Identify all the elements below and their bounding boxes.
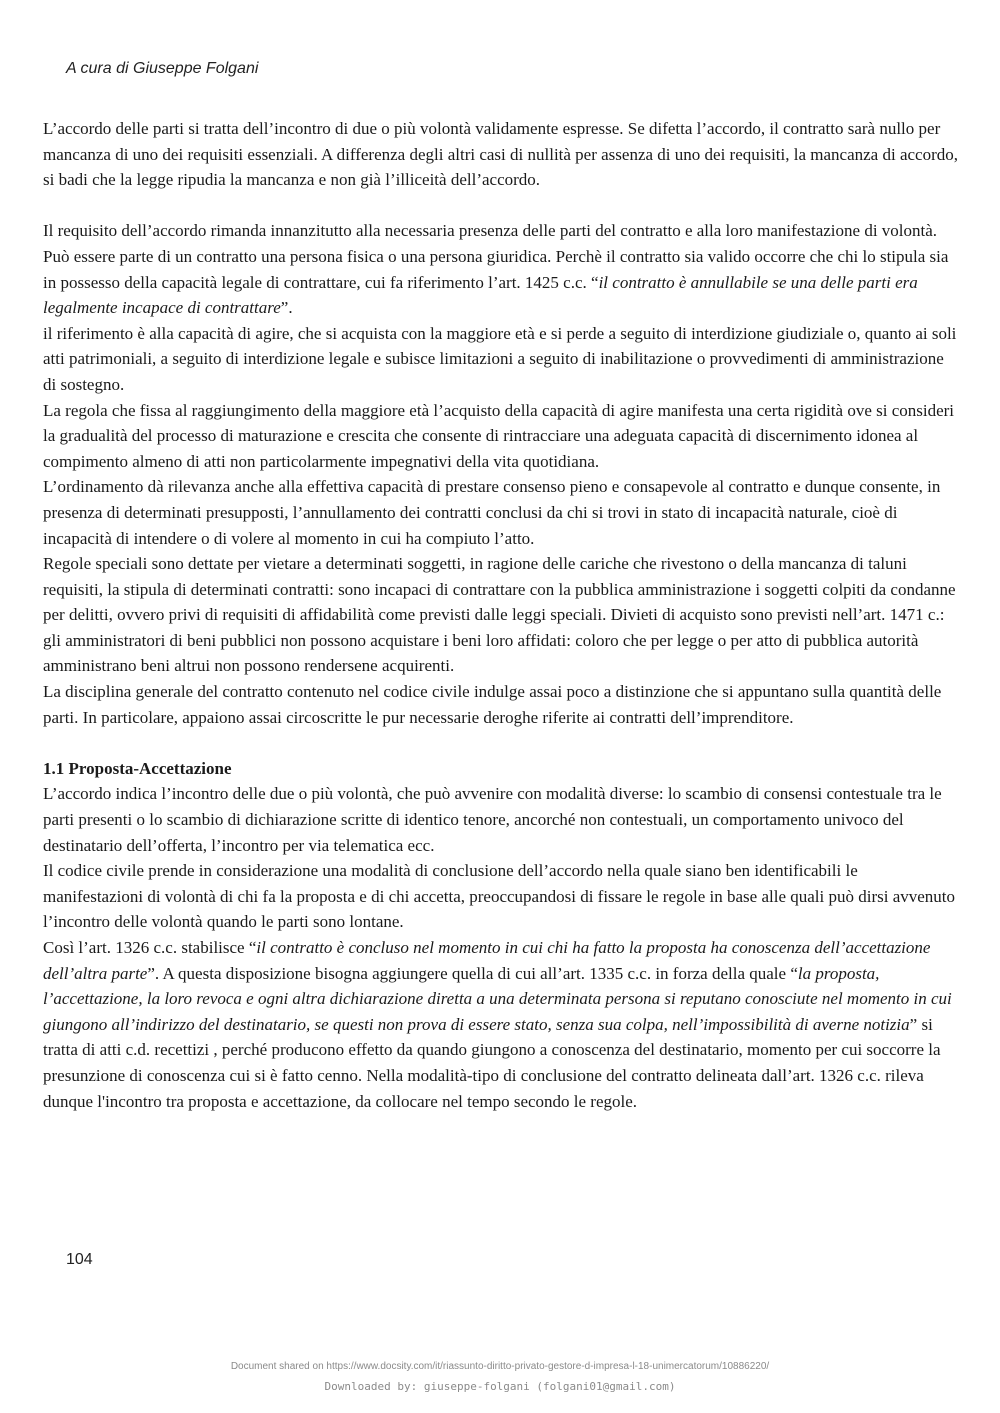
paragraph: Il codice civile prende in considerazione una modalità di conclusione dell’accordo nella quale siano ben identificabili le manifestazioni di volontà di chi fa la proposta e di chi accetta, preoccupandosi di fissare le regole in base alle quali può dirsi avvenuto l’incontro delle volontà quando le parti sono lontane. bbox=[43, 861, 956, 932]
quoted-law-text: il contratto è annullabile se una delle parti era legalmente incapace di contrattare bbox=[43, 272, 918, 318]
paragraph bbox=[43, 935, 958, 1114]
paragraph-text: ”. A questa disposizione bisogna aggiungere quella di cui all’art. 1335 c.c. in forza della quale “ bbox=[147, 963, 798, 983]
paragraph-text: ” si tratta di atti c.d. recettizi , perché producono effetto da quando giungono a conoscenza del destinatario, momento per cui soccorre la presunzione di conoscenza cui si è fatto cenno. Nella modalità-tipo di conclusione del contratto delineata dall’art. 1326 c.c. rileva dunque l'incontro tra proposta e accettazione, da collocare nel tempo secondo le regole. bbox=[43, 1014, 941, 1111]
paragraph: Regole speciali sono dettate per vietare a determinati soggetti, in ragione delle cariche che rivestono o della mancanza di taluni requisiti, la stipula di determinati contratti: sono incapaci di contrattare con la pubblica amministrazione i soggetti colpiti da condanne per delitti, ovvero privi di requisiti di affidabilità come previsti dalle leggi speciali. Divieti di acquisto sono previsti nell’art. 1471 c.: gli amministratori di beni pubblici non possono acquistare i beni loro affidati: coloro che per legge o per atto di pubblica autorità amministrano beni altrui non possono rendersene acquirenti. bbox=[43, 554, 956, 676]
paragraph bbox=[43, 218, 958, 320]
paragraph: L’ordinamento dà rilevanza anche alla effettiva capacità di prestare consenso pieno e consapevole al contratto e dunque consente, in presenza di determinati presupposti, l’annullamento dei contratti conclusi da chi si trovi in stato di incapacità naturale, cioè di incapacità di intendere o di volere al momento in cui ha compiuto l’atto. bbox=[43, 477, 941, 548]
paragraph-text: Il requisito dell’accordo rimanda innanzitutto alla necessaria presenza delle parti del contratto e alla loro manifestazione di volontà. Può essere parte di un contratto una persona fisica o una persona giuridica. Perchè il contratto sia valido occorre che chi lo stipula sia in possesso della capacità legale di contrattare, cui fa riferimento l’art. 1425 c.c. “ bbox=[43, 221, 949, 292]
paragraph: La disciplina generale del contratto contenuto nel codice civile indulge assai poco a distinzione che si appuntano sulla quantità delle parti. In particolare, appaiono assai circoscritte le pur necessarie deroghe riferite ai contratti dell’imprenditore. bbox=[43, 682, 942, 727]
quoted-law-text: il contratto è concluso nel momento in cui chi ha fatto la proposta ha conoscenza dell’accettazione dell’altra parte bbox=[43, 938, 931, 983]
footer-shared-link[interactable]: Document shared on https://www.docsity.com/it/riassunto-diritto-privato-gestore-d-impresa-l-18-unimercatorum/10886220/ bbox=[230, 1361, 770, 1372]
paragraph: L’accordo indica l’incontro delle due o più volontà, che può avvenire con modalità diverse: lo scambio di consensi contestuale tra le parti presenti o lo scambio di dichiarazione scritte di identico tenore, ancorché non contestuali, un comportamento univoco del destinatario dell’offerta, l’incontro per via telematica ecc. bbox=[43, 784, 942, 855]
paragraph: L’accordo delle parti si tratta dell’incontro di due o più volontà validamente espresse. Se difetta l’accordo, il contratto sarà nullo per mancanza di uno dei requisiti essenziali. A differenza degli altri casi di nullità per assenza di uno dei requisiti, la mancanza di accordo, si badi che la legge ripudia la mancanza e non già l’illiceità dell’accordo. bbox=[43, 119, 958, 190]
paragraph-text: Così l’art. 1326 c.c. stabilisce “ bbox=[43, 938, 257, 957]
section-heading: 1.1 Proposta-Accettazione bbox=[43, 758, 232, 778]
quoted-law-text: la proposta, l’accettazione, la loro revoca e ogni altra dichiarazione diretta a una determinata persona si reputano conosciute nel momento in cui giungono all’indirizzo del destinatario, se questi non prova di essere stato, senza sua colpa, nell’impossibilità di averne notizia bbox=[43, 963, 952, 1034]
paragraph-text: ”. bbox=[280, 298, 293, 318]
page-number: 104 bbox=[66, 1251, 93, 1268]
paragraph: il riferimento è alla capacità di agire, che si acquista con la maggiore età e si perde a seguito di interdizione giudiziale o, quanto ai soli atti patrimoniali, a seguito di interdizione legale e subisce limitazioni a seguito di inabilitazione o provvedimenti di amministrazione di sostegno. bbox=[43, 323, 957, 394]
footer-downloaded-by: Downloaded by: giuseppe-folgani (folgani01@gmail.com) bbox=[324, 1380, 676, 1393]
document-body bbox=[43, 116, 958, 1114]
paragraph: La regola che fissa al raggiungimento della maggiore età l’acquisto della capacità di agire manifesta una certa rigidità ove si consideri la gradualità del processo di maturazione e crescita che consente di rintracciare una adeguata capacità di discernimento idonea al compimento almeno di atti non particolarmente impegnativi della vita quotidiana. bbox=[43, 400, 955, 471]
page-header-author: A cura di Giuseppe Folgani bbox=[66, 60, 259, 77]
